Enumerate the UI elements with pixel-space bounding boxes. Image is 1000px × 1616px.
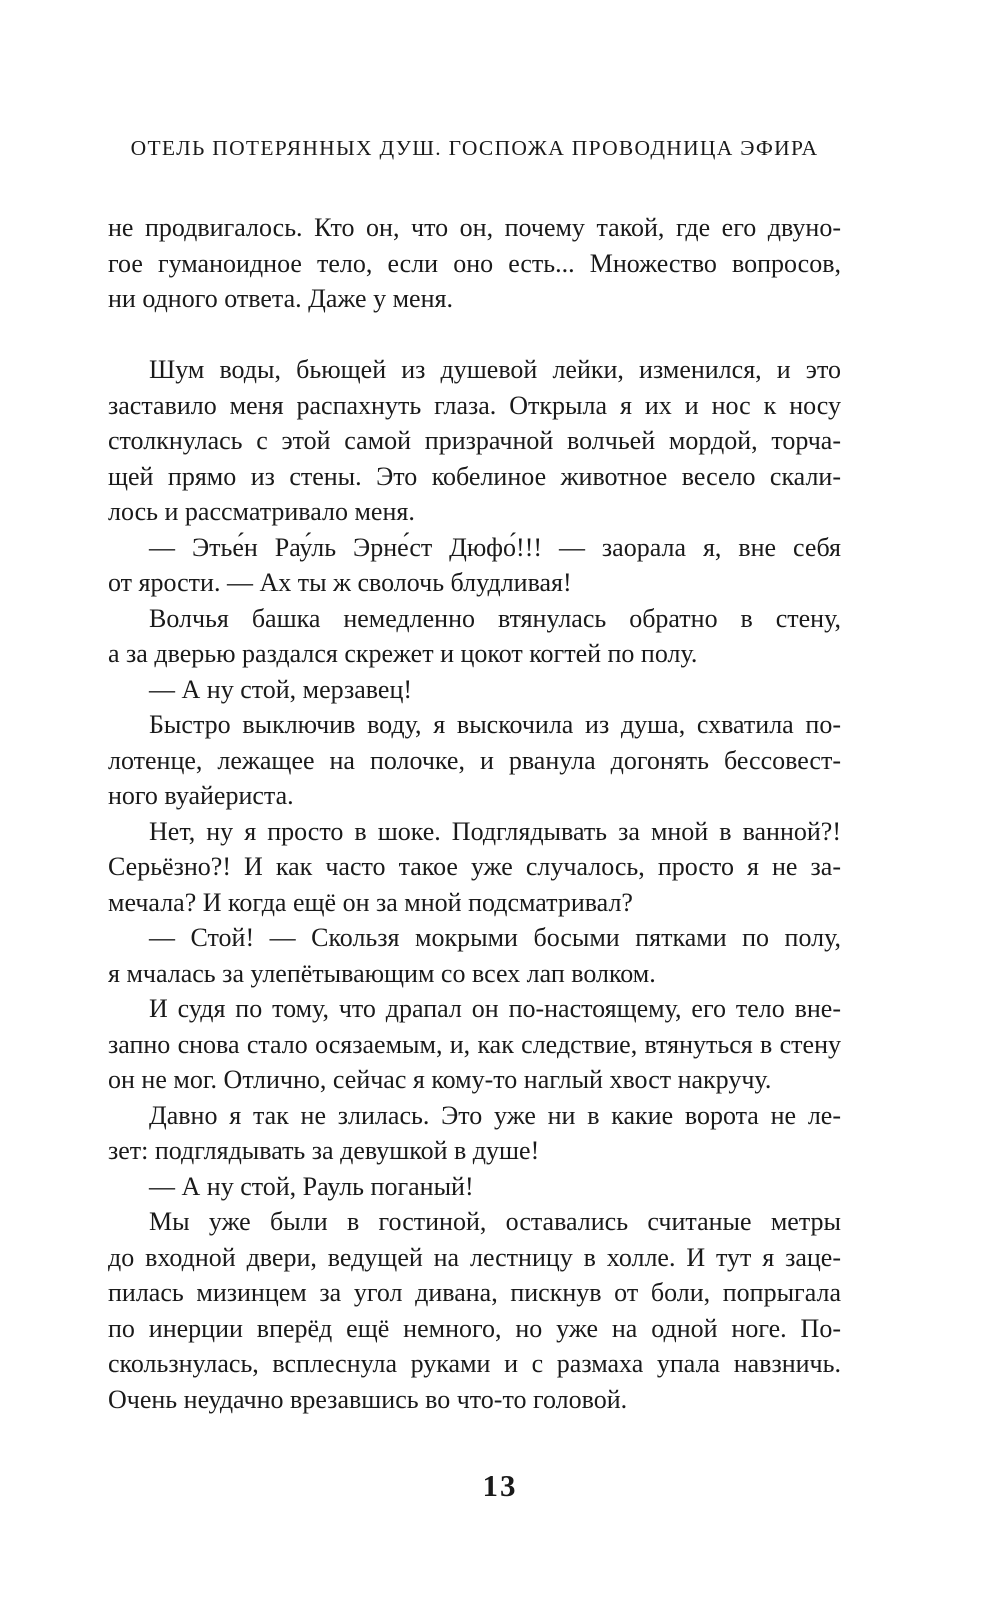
text-line: запно снова стало осязаемым, и, как следствие, втянуться в стену xyxy=(108,1029,841,1059)
text-line: гое гуманоидное тело, если оно есть... Множество вопросов, xyxy=(108,248,841,278)
text-line: заставило меня распахнуть глаза. Открыла я их и нос к носу xyxy=(108,390,841,420)
text-line: по инерции вперёд ещё немного, но уже на одной ноге. По- xyxy=(108,1313,841,1343)
running-title: ОТЕЛЬ ПОТЕРЯННЫХ ДУШ. ГОСПОЖА ПРОВОДНИЦА ЭФИРА xyxy=(130,136,819,160)
page-number: 13 xyxy=(482,1468,518,1503)
text-line: Нет, ну я просто в шоке. Подглядывать за мной в ванной?! xyxy=(149,816,841,846)
text-line: а за дверью раздался скрежет и цокот когтей по полу. xyxy=(108,639,698,668)
text-line: Давно я так не злилась. Это уже ни в какие ворота не ле- xyxy=(149,1100,841,1130)
text-line: до входной двери, ведущей на лестницу в холле. И тут я заце- xyxy=(108,1242,841,1272)
text-line: лось и рассматривало меня. xyxy=(108,497,415,526)
text-line: — Стой! — Скользя мокрыми босыми пятками по полу, xyxy=(149,923,841,952)
text-line: Очень неудачно врезавшись во что-то головой. xyxy=(108,1384,628,1414)
text-line: Серьёзно?! И как часто такое уже случалось, просто я не за- xyxy=(108,852,841,881)
body-text xyxy=(108,210,841,1417)
text-line: не продвигалось. Кто он, что он, почему такой, где его двуно- xyxy=(108,213,841,242)
text-line: щей прямо из стены. Это кобелиное животное весело скали- xyxy=(108,461,841,491)
text-line: Мы уже были в гостиной, оставались считаные метры xyxy=(149,1207,841,1236)
text-line: — А ну стой, Рауль поганый! xyxy=(149,1171,474,1201)
text-line: от ярости. — Ах ты ж сволочь блудливая! xyxy=(108,568,572,597)
text-line: я мчалась за улепётывающим со всех лап волком. xyxy=(108,958,656,988)
text-line: Быстро выключив воду, я выскочила из душа, схватила по- xyxy=(149,710,841,739)
text-line: Шум воды, бьющей из душевой лейки, изменился, и это xyxy=(149,355,841,384)
text-line: скользнулась, всплеснула руками и с размаха упала навзничь. xyxy=(108,1349,841,1378)
text-line: пилась мизинцем за угол дивана, пискнув от боли, попрыгала xyxy=(108,1278,841,1307)
paragraph-gap xyxy=(108,317,841,353)
text-line: ни одного ответа. Даже у меня. xyxy=(108,284,453,313)
text-line: ного вуайериста. xyxy=(108,781,294,810)
text-line: Волчья башка немедленно втянулась обратно в стену, xyxy=(149,603,841,633)
text-line: мечала? И когда ещё он за мной подсматривал? xyxy=(108,887,633,917)
text-line: — А ну стой, мерзавец! xyxy=(149,674,413,704)
text-line: он не мог. Отлично, сейчас я кому-то наглый хвост накручу. xyxy=(108,1065,772,1094)
text-line: лотенце, лежащее на полочке, и рванула догонять бессовест- xyxy=(108,745,841,775)
text-line: — Этье́н Рау́ль Эрне́ст Дюфо́!!! — заорала я, вне себя xyxy=(149,532,841,562)
text-line: зет: подглядывать за девушкой в душе! xyxy=(108,1136,540,1165)
text-line: столкнулась с этой самой призрачной волчьей мордой, торча- xyxy=(108,426,841,455)
text-line: И судя по тому, что драпал он по-настоящему, его тело вне- xyxy=(149,994,841,1023)
